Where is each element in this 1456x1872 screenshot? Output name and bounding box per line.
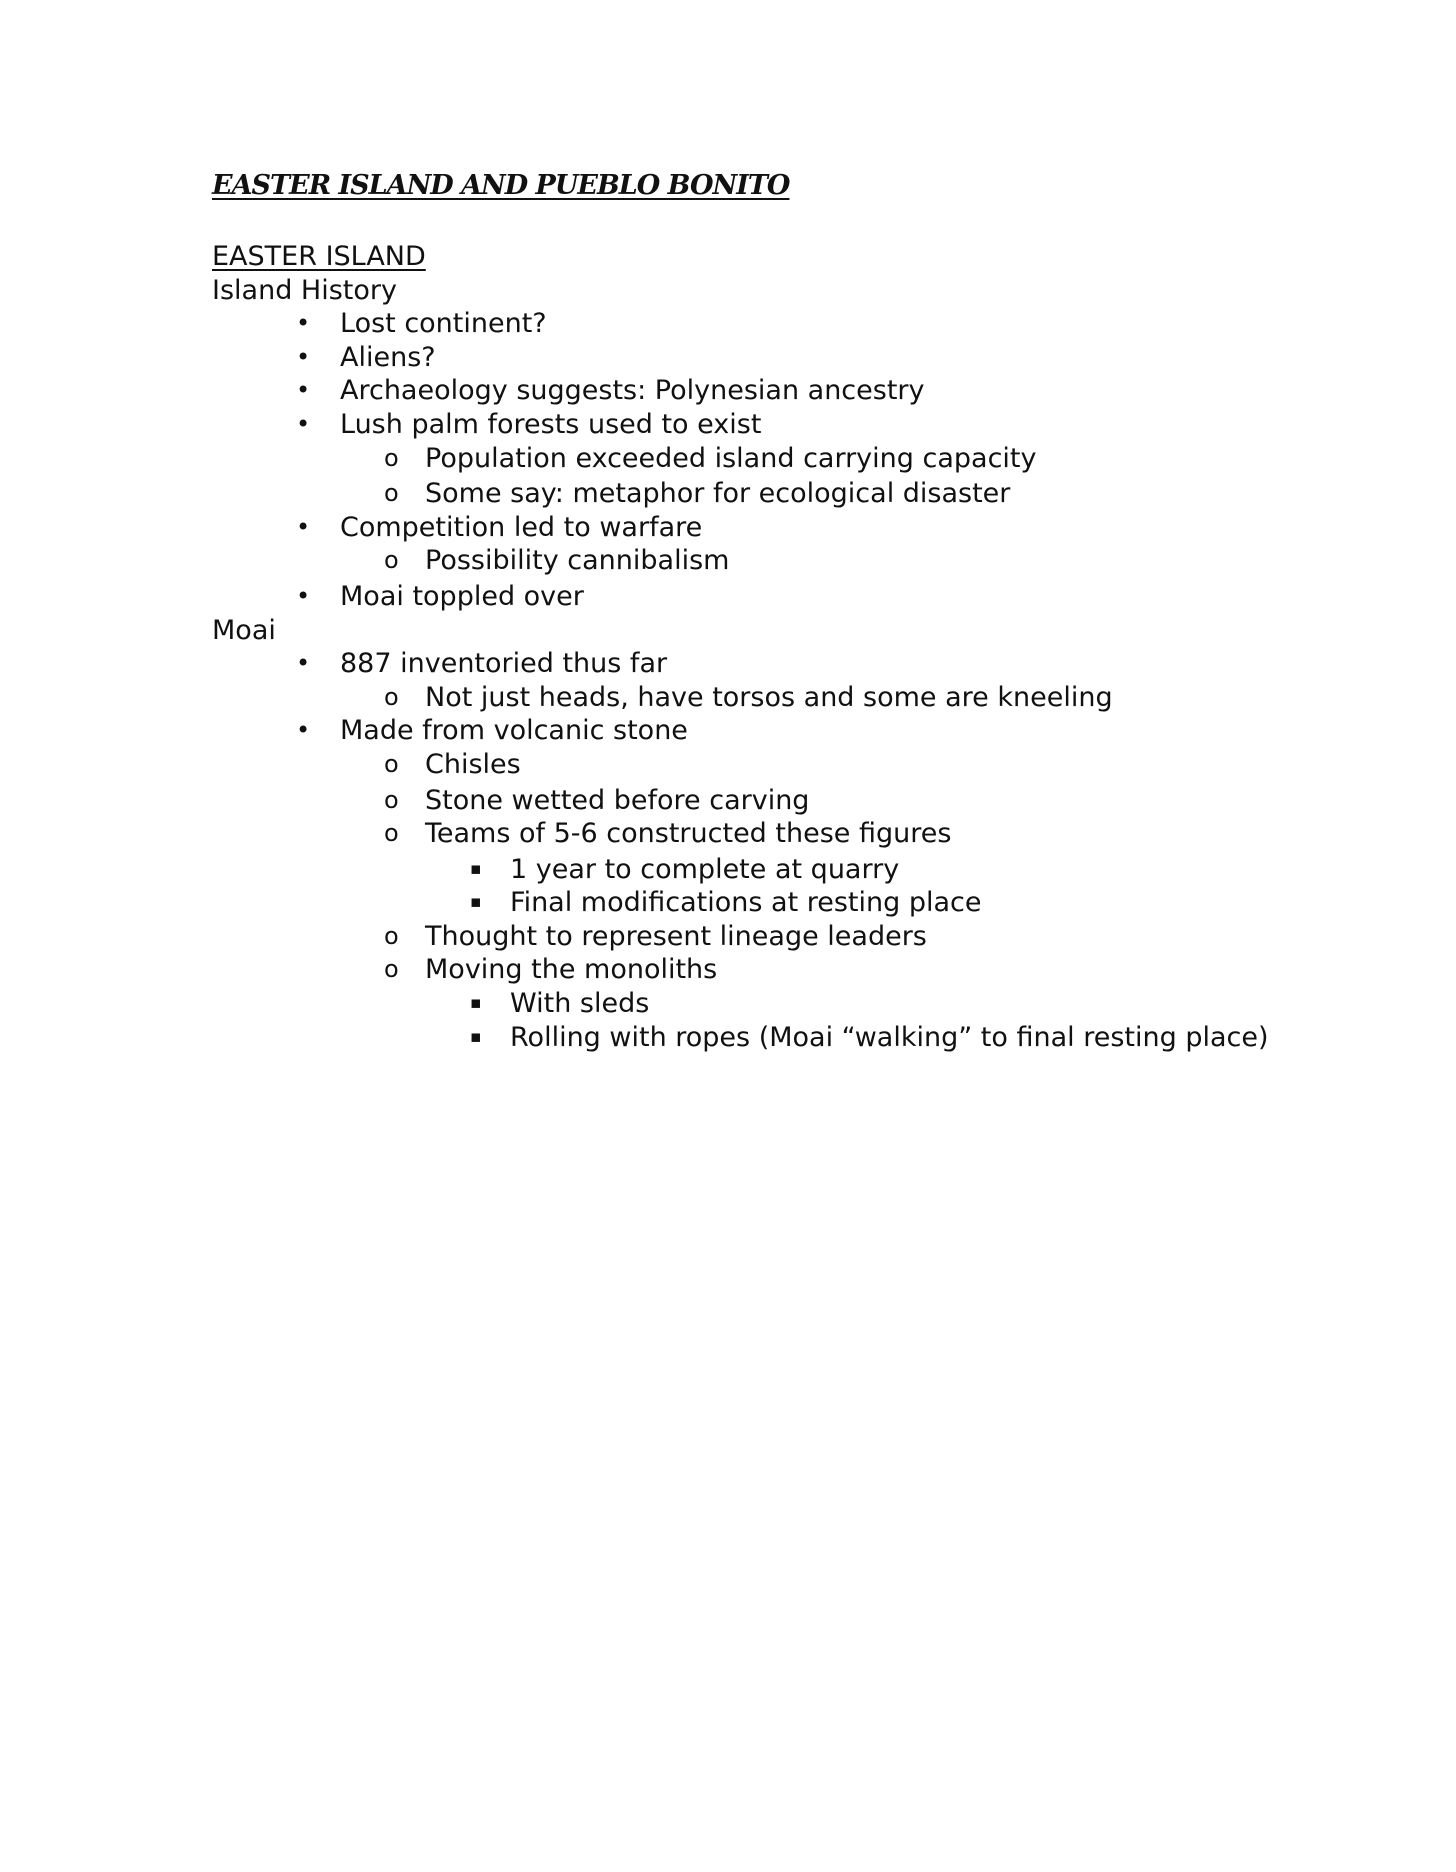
circle-bullet-icon: o — [384, 682, 399, 711]
list-item-text: Some say: metaphor for ecological disaster — [425, 478, 1011, 510]
circle-bullet-icon: o — [384, 749, 399, 778]
list-item — [212, 580, 1262, 614]
square-bullet-icon: ▪ — [470, 1026, 482, 1047]
list-subitem — [212, 477, 1262, 511]
list-subitem — [212, 817, 1262, 851]
list-item — [212, 511, 1262, 545]
subheading-moai: Moai — [212, 614, 276, 646]
circle-bullet-icon: o — [384, 819, 399, 848]
list-item-text: Final modifications at resting place — [510, 887, 982, 919]
list-item-text: Teams of 5-6 constructed these figures — [425, 818, 952, 850]
list-item — [212, 714, 1262, 748]
list-item-text: Made from volcanic stone — [340, 715, 688, 747]
list-item-text: Stone wetted before carving — [425, 784, 810, 816]
bullet-icon: • — [296, 376, 311, 405]
list-item-text: Thought to represent lineage leaders — [425, 920, 927, 952]
bullet-icon: • — [296, 649, 311, 678]
list-item — [212, 374, 1262, 408]
circle-bullet-icon: o — [384, 443, 399, 472]
bullet-icon: • — [296, 716, 311, 745]
list-item-text: Competition led to warfare — [340, 511, 703, 543]
list-item-text: 887 inventoried thus far — [340, 648, 668, 680]
list-item-text: Lush palm forests used to exist — [340, 408, 762, 440]
list-subitem — [212, 748, 1262, 782]
square-bullet-icon: ▪ — [470, 858, 482, 879]
document-body — [212, 240, 1269, 1054]
section-heading: EASTER ISLAND — [212, 241, 426, 272]
square-bullet-icon: ▪ — [470, 993, 482, 1014]
list-subsubitem — [212, 886, 1270, 920]
list-subitem — [212, 784, 1262, 818]
circle-bullet-icon: o — [384, 785, 399, 814]
subheading-island-history: Island History — [212, 274, 397, 306]
list-item-text: Moving the monoliths — [425, 954, 718, 986]
list-subitem — [212, 544, 1262, 578]
list-item-text: Moai toppled over — [340, 580, 584, 612]
list-item-text: Possibility cannibalism — [425, 545, 730, 577]
list-subitem — [212, 953, 1262, 987]
bullet-icon: • — [296, 409, 311, 438]
bullet-icon: • — [296, 512, 311, 541]
list-item-text: 1 year to complete at quarry — [510, 853, 900, 885]
circle-bullet-icon: o — [384, 921, 399, 950]
list-item — [212, 647, 1262, 681]
list-subsubitem — [212, 1021, 1270, 1055]
list-item-text: Archaeology suggests: Polynesian ancestry — [340, 375, 925, 407]
list-subitem — [212, 920, 1262, 954]
list-item-text: Not just heads, have torsos and some are kneeling — [425, 681, 1113, 713]
list-item-text: Lost continent? — [340, 308, 547, 340]
bullet-icon: • — [296, 342, 311, 371]
circle-bullet-icon: o — [384, 479, 399, 508]
list-item-text: Aliens? — [340, 341, 436, 373]
square-bullet-icon: ▪ — [470, 892, 482, 913]
list-subitem — [212, 681, 1262, 715]
list-subitem — [212, 442, 1262, 476]
circle-bullet-icon: o — [384, 546, 399, 575]
document-title: EASTER ISLAND AND PUEBLO BONITO — [212, 170, 790, 201]
list-item — [212, 341, 1262, 375]
bullet-icon: • — [296, 581, 311, 610]
list-item-text: Rolling with ropes (Moai “walking” to final resting place) — [510, 1021, 1269, 1053]
list-item — [212, 408, 1262, 442]
list-item-text: Population exceeded island carrying capacity — [425, 442, 1037, 474]
circle-bullet-icon: o — [384, 955, 399, 984]
list-item — [212, 307, 1262, 341]
list-subsubitem — [212, 853, 1270, 887]
bullet-icon: • — [296, 309, 311, 338]
list-item-text: With sleds — [510, 988, 650, 1020]
list-subsubitem — [212, 987, 1270, 1021]
list-item-text: Chisles — [425, 748, 521, 780]
